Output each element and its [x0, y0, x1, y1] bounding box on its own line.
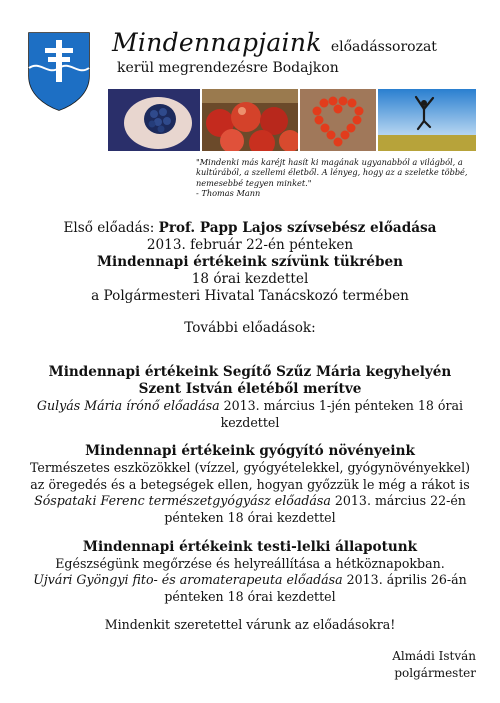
lecture-3-title: Mindennapi értékeink testi-lelki állapotunk	[82, 538, 418, 555]
first-lecture-line	[28, 220, 472, 237]
quote	[196, 157, 486, 199]
photo-strip	[108, 89, 476, 151]
lecture-3-info	[28, 572, 472, 605]
lecture-1-info	[28, 398, 472, 431]
series-name: Mindennapjaink	[112, 28, 322, 57]
lecture-3-speaker: Ujvári Gyöngyi fito- és aromaterapeuta előadása	[33, 572, 343, 588]
lecture-3-desc: Egészségünk megőrzése és helyreállítása a hétköznapokban.	[55, 555, 445, 571]
quote-text: "Mindenki más karéjt hasít ki magának ugyanabból a világból, a kultúrából, a szellemi életből. A lényeg, hogy az a szeletke többé, nemesebbé tegyen minket."	[196, 157, 468, 188]
series-word: előadássorozat	[330, 39, 437, 55]
lecture-2-title: Mindennapi értékeink gyógyító növényeink	[85, 443, 415, 460]
lecture-2-speaker: Sóspataki Ferenc természetgyógyász előadása	[34, 493, 331, 509]
lecture-2-desc: Természetes eszközökkel (vízzel, gyógyételekkel, gyógynövényekkel) az öregedés és a betegségek ellen, hogyan győzzük le még a rákot is	[29, 460, 471, 492]
header-subtitle: kerül megrendezésre Bodajkon	[117, 60, 339, 76]
signature-role: polgármester	[394, 666, 476, 680]
first-speaker: Prof. Papp Lajos szívsebész előadása	[158, 220, 437, 236]
lecture-1-speaker: Gulyás Mária írónő előadása	[36, 398, 220, 413]
photo-heart-tomatoes	[300, 89, 376, 151]
header-title	[112, 28, 437, 57]
first-title: Mindennapi értékeink szívünk tükrében	[96, 254, 403, 270]
lecture-3-when: 2013. április 26-án pénteken 18 órai kezdettel	[164, 572, 467, 604]
photo-blueberries	[108, 89, 200, 151]
lecture-2-when: 2013. március 22-én pénteken 18 órai kezdettel	[164, 493, 466, 525]
lecture-1-when: 2013. március 1-jén pénteken 18 órai kezdettel	[219, 398, 464, 430]
quote-author: - Thomas Mann	[196, 188, 261, 199]
first-date: 2013. február 22-én pénteken	[146, 237, 354, 253]
first-time: 18 órai kezdettel	[191, 271, 309, 287]
closing: Mindenkit szeretettel várunk az előadásokra!	[104, 617, 396, 633]
program	[28, 220, 472, 634]
lecture-1-title: Mindennapi értékeink Segítő Szűz Mária kegyhelyén Szent István életéből merítve	[48, 364, 452, 397]
photo-jumping-man	[378, 89, 476, 151]
signature	[384, 648, 476, 682]
first-label: Első előadás:	[63, 220, 159, 236]
photo-apples	[202, 89, 298, 151]
signature-name: Almádi István	[392, 649, 476, 663]
coat-of-arms-icon	[26, 30, 92, 112]
lecture-2-info	[28, 493, 472, 526]
first-place: a Polgármesteri Hivatal Tanácskozó termében	[91, 288, 409, 304]
more-heading: További előadások:	[184, 320, 316, 336]
